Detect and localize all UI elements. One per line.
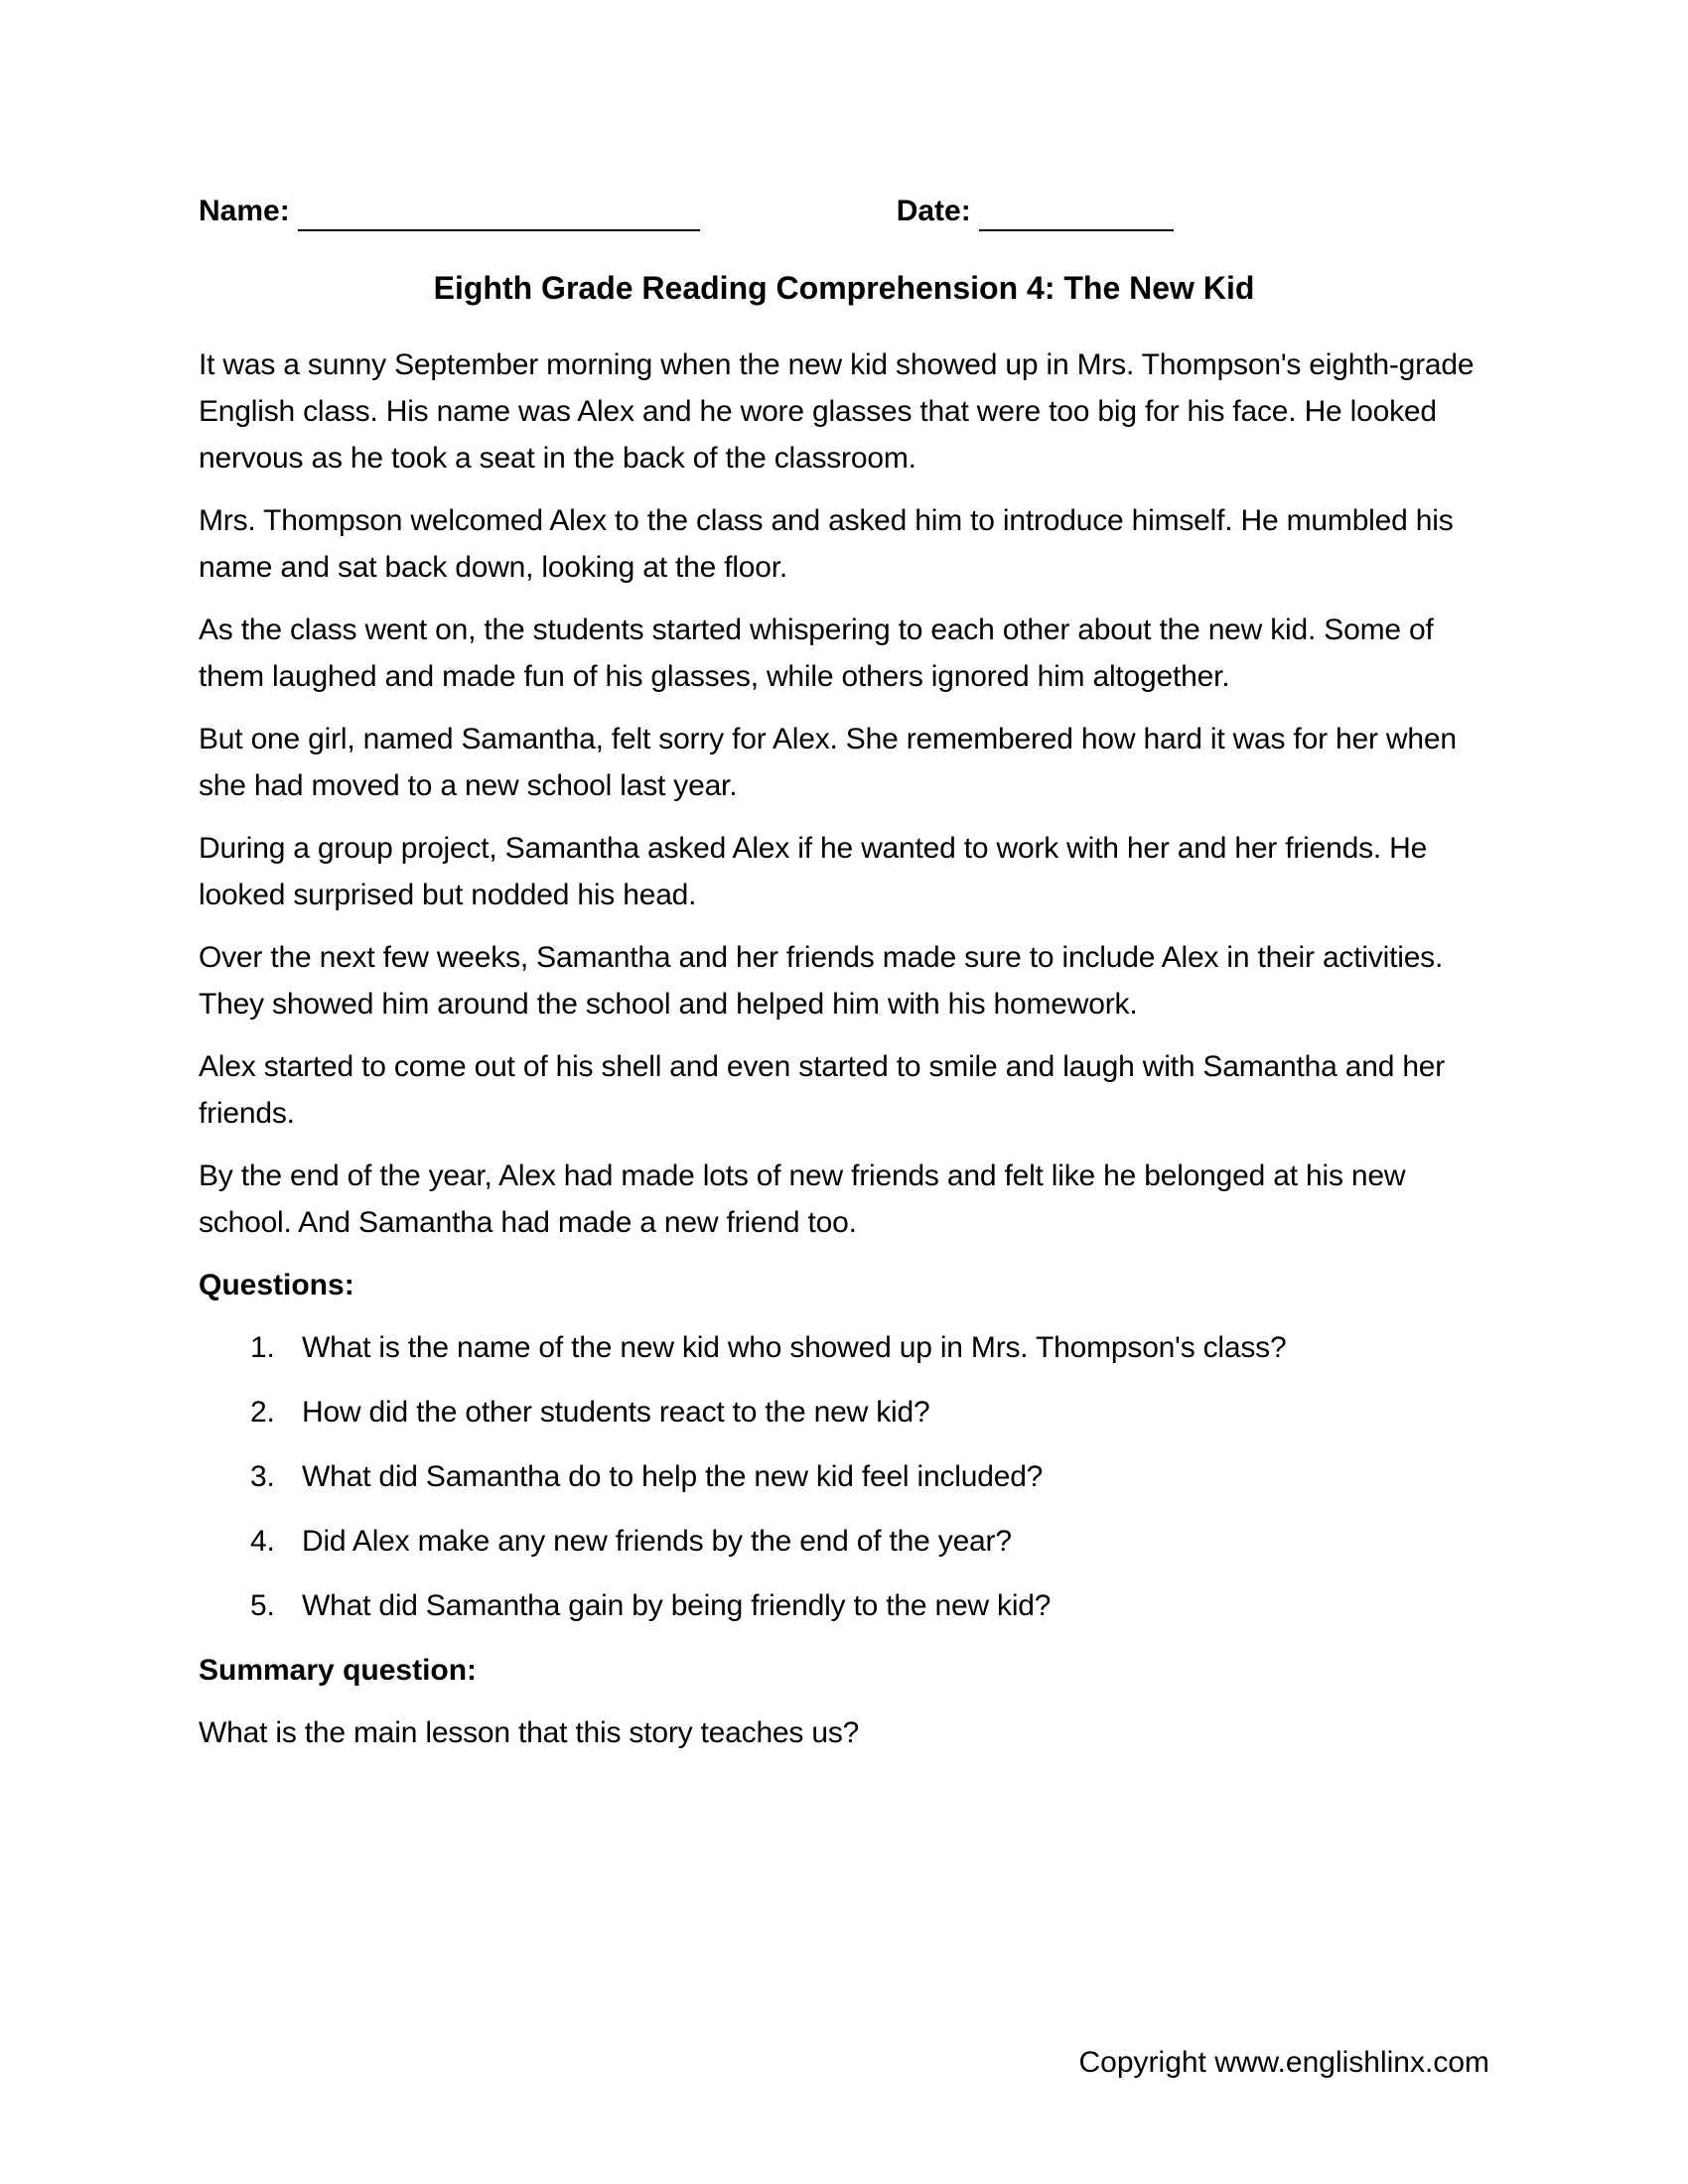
summary-question-header: Summary question: xyxy=(199,1654,478,1687)
question-item xyxy=(199,1518,1489,1565)
question-number: 3. xyxy=(250,1460,275,1493)
story-paragraph: During a group project, Samantha asked Alex if he wanted to work with her and her friends. He looked surprised but nodded his head. xyxy=(199,832,1428,911)
question-text: What is the name of the new kid who showed up in Mrs. Thompson's class? xyxy=(302,1331,1287,1364)
question-number: 2. xyxy=(250,1396,275,1429)
questions-list xyxy=(199,1324,1489,1629)
date-blank-line xyxy=(979,196,1174,231)
story-paragraph: But one girl, named Samantha, felt sorry for Alex. She remembered how hard it was for her when she had moved to a new school last year. xyxy=(199,723,1457,802)
summary-question-text: What is the main lesson that this story teaches us? xyxy=(199,1716,860,1749)
story-paragraph: Mrs. Thompson welcomed Alex to the class and asked him to introduce himself. He mumbled his name and sat back down, looking at the floor. xyxy=(199,504,1454,584)
question-text: What did Samantha do to help the new kid feel included? xyxy=(302,1460,1044,1493)
name-date-row xyxy=(199,192,1489,231)
question-number: 5. xyxy=(250,1589,275,1622)
question-text: How did the other students react to the new kid? xyxy=(302,1396,930,1429)
question-item xyxy=(199,1324,1489,1371)
question-item xyxy=(199,1453,1489,1500)
story-paragraph: As the class went on, the students started whispering to each other about the new kid. Some of them laughed and made fun of his glasses, while others ignored him altogether. xyxy=(199,614,1434,693)
question-number: 1. xyxy=(250,1331,275,1364)
question-text: Did Alex make any new friends by the end of the year? xyxy=(302,1525,1012,1558)
story-paragraph: By the end of the year, Alex had made lots of new friends and felt like he belonged at his new school. And Samantha had made a new friend too. xyxy=(199,1160,1406,1239)
copyright-notice: Copyright www.englishlinx.com xyxy=(1078,2046,1489,2079)
name-label: Name: xyxy=(199,195,290,227)
question-text: What did Samantha gain by being friendly to the new kid? xyxy=(302,1589,1052,1622)
date-label: Date: xyxy=(896,195,971,227)
date-group xyxy=(897,192,1174,231)
story-paragraph: Over the next few weeks, Samantha and her friends made sure to include Alex in their activities. They showed him around the school and helped him with his homework. xyxy=(199,941,1444,1021)
page-title: Eighth Grade Reading Comprehension 4: The New Kid xyxy=(433,270,1255,306)
question-item xyxy=(199,1582,1489,1629)
name-blank-line xyxy=(298,196,700,231)
questions-header: Questions: xyxy=(199,1269,354,1301)
story-body xyxy=(199,341,1489,1246)
question-number: 4. xyxy=(250,1525,275,1558)
question-item xyxy=(199,1389,1489,1435)
story-paragraph: It was a sunny September morning when the new kid showed up in Mrs. Thompson's eighth-grade English class. His name was Alex and he wore glasses that were too big for his face. He looked nervous as he took a seat in the back of the classroom. xyxy=(199,348,1475,475)
story-paragraph: Alex started to come out of his shell and even started to smile and laugh with Samantha and her friends. xyxy=(199,1050,1446,1130)
